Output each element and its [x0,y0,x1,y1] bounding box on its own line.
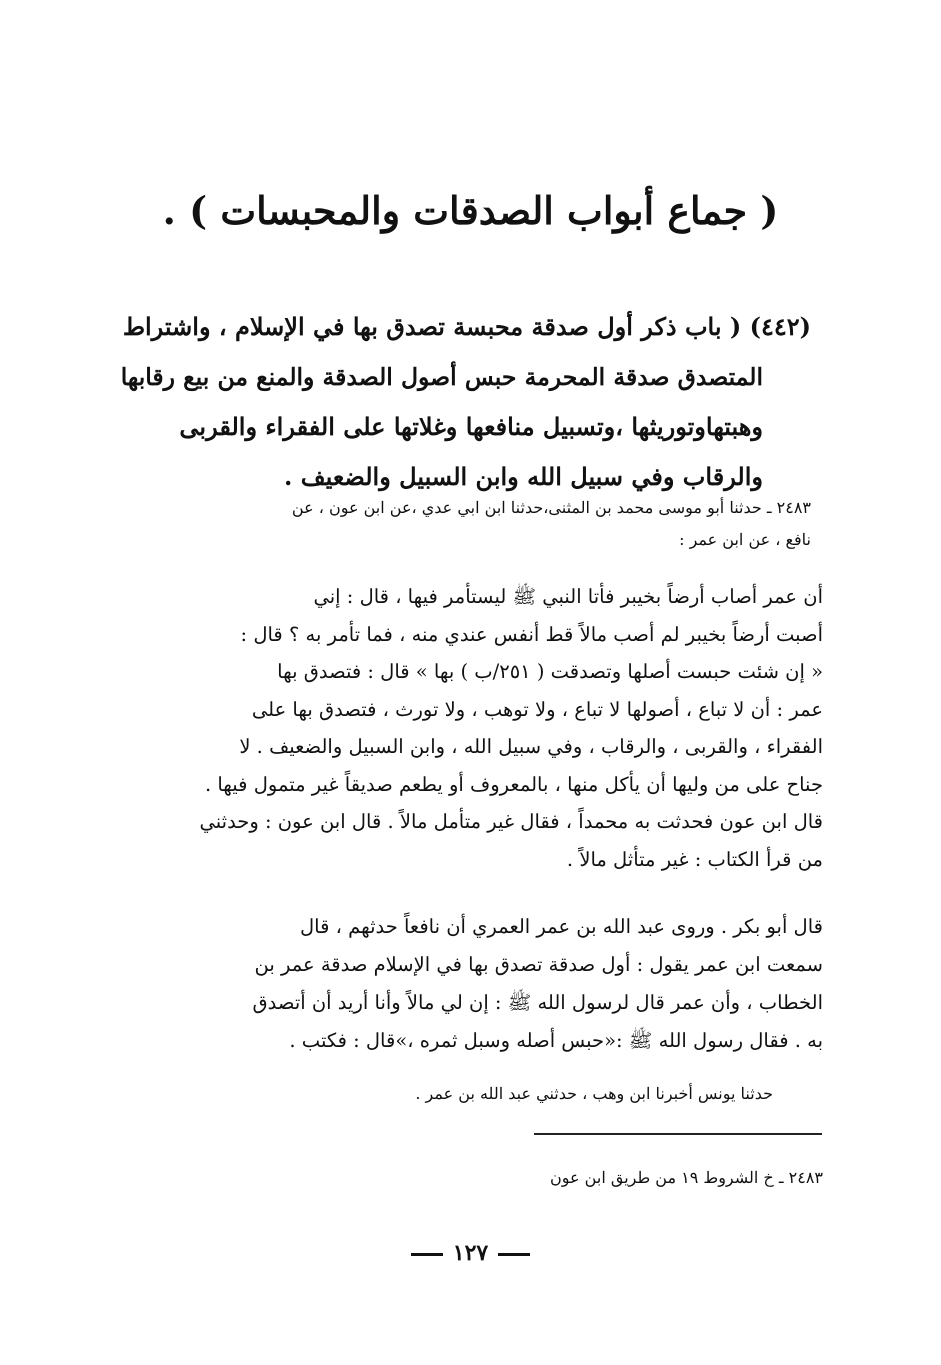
narration-line: سمعت ابن عمر يقول : أول صدقة تصدق بها في الإسلام صدقة عمر بن [254,953,823,976]
abubakr-narration [120,908,823,1060]
page-number-value: ١٢٧ [452,1240,489,1266]
hadith-line: أن عمر أصاب أرضاً بخيبر فأتا النبي ﷺ ليستأمر فيها ، قال : إني [313,585,823,608]
narration-line: به . فقال رسول الله ﷺ :«حبس أصله وسبل ثمره ،»قال : فكتب . [289,1029,823,1052]
isnad-line: ٢٤٨٣ ـ حدثنا أبو موسى محمد بن المثنى،حدثنا ابن ابي عدي ،عن ابن عون ، عن [291,498,811,517]
hadith-text [120,578,823,878]
page-title: ( جماع أبواب الصدقات والمحبسات ) . [162,188,779,233]
page-number [0,1238,941,1268]
chapter-line: والرقاب وفي سبيل الله وابن السبيل والضعيف . [284,462,763,491]
chapter-line: المتصدق صدقة المحرمة حبس أصول الصدقة والمنع من بيع رقابها [120,363,763,391]
hadith-line: جناح على من وليها أن يأكل منها ، بالمعروف أو يطعم صديقاً غير متمول فيها . [204,772,823,796]
chapter-line: (٤٤٢) ( باب ذكر أول صدقة محبسة تصدق بها في الإسلام ، واشتراط [122,312,811,341]
hadith-line: عمر : أن لا تباع ، أصولها لا تباع ، ولا توهب ، ولا تورث ، فتصدق بها على [251,697,823,721]
page-number-dash [498,1253,530,1256]
chapter-heading [120,302,811,502]
hadith-line: الفقراء ، والقربى ، والرقاب ، وفي سبيل الله ، وابن السبيل والضعيف . لا [239,735,823,758]
hadith-line: قال ابن عون فحدثت به محمداً ، فقال غير متأمل مالاً . قال ابن عون : وحدثني [199,810,823,833]
footnote: ٢٤٨٣ ـ خ الشروط ١٩ من طريق ابن عون [550,1168,823,1187]
page-number-dash [411,1253,443,1256]
hadith-line: أصبت أرضاً بخيبر لم أصب مالاً قط أنفس عندي منه ، فما تأمر به ؟ قال : [240,622,823,646]
footnote-divider [534,1133,822,1135]
isnad-line: حدثنا يونس أخبرنا ابن وهب ، حدثني عبد الله بن عمر . [415,1084,773,1103]
narration-line: الخطاب ، وأن عمر قال لرسول الله ﷺ : إن لي مالاً وأنا أريد أن أتصدق [252,991,823,1014]
yunus-isnad [200,1080,773,1108]
isnad-chain [120,492,811,556]
chapter-line: وهبتهاوتوريثها ،وتسبيل منافعها وغلاتها على الفقراء والقربى [179,412,763,441]
narration-line: قال أبو بكر . وروى عبد الله بن عمر العمري أن نافعاً حدثهم ، قال [299,915,823,938]
hadith-line: من قرأ الكتاب : غير متأثل مالاً . [566,847,823,871]
isnad-line: نافع ، عن ابن عمر : [679,530,811,549]
hadith-line: « إن شئت حبست أصلها وتصدقت ( ٢٥١/ب ) بها » قال : فتصدق بها [277,660,823,683]
